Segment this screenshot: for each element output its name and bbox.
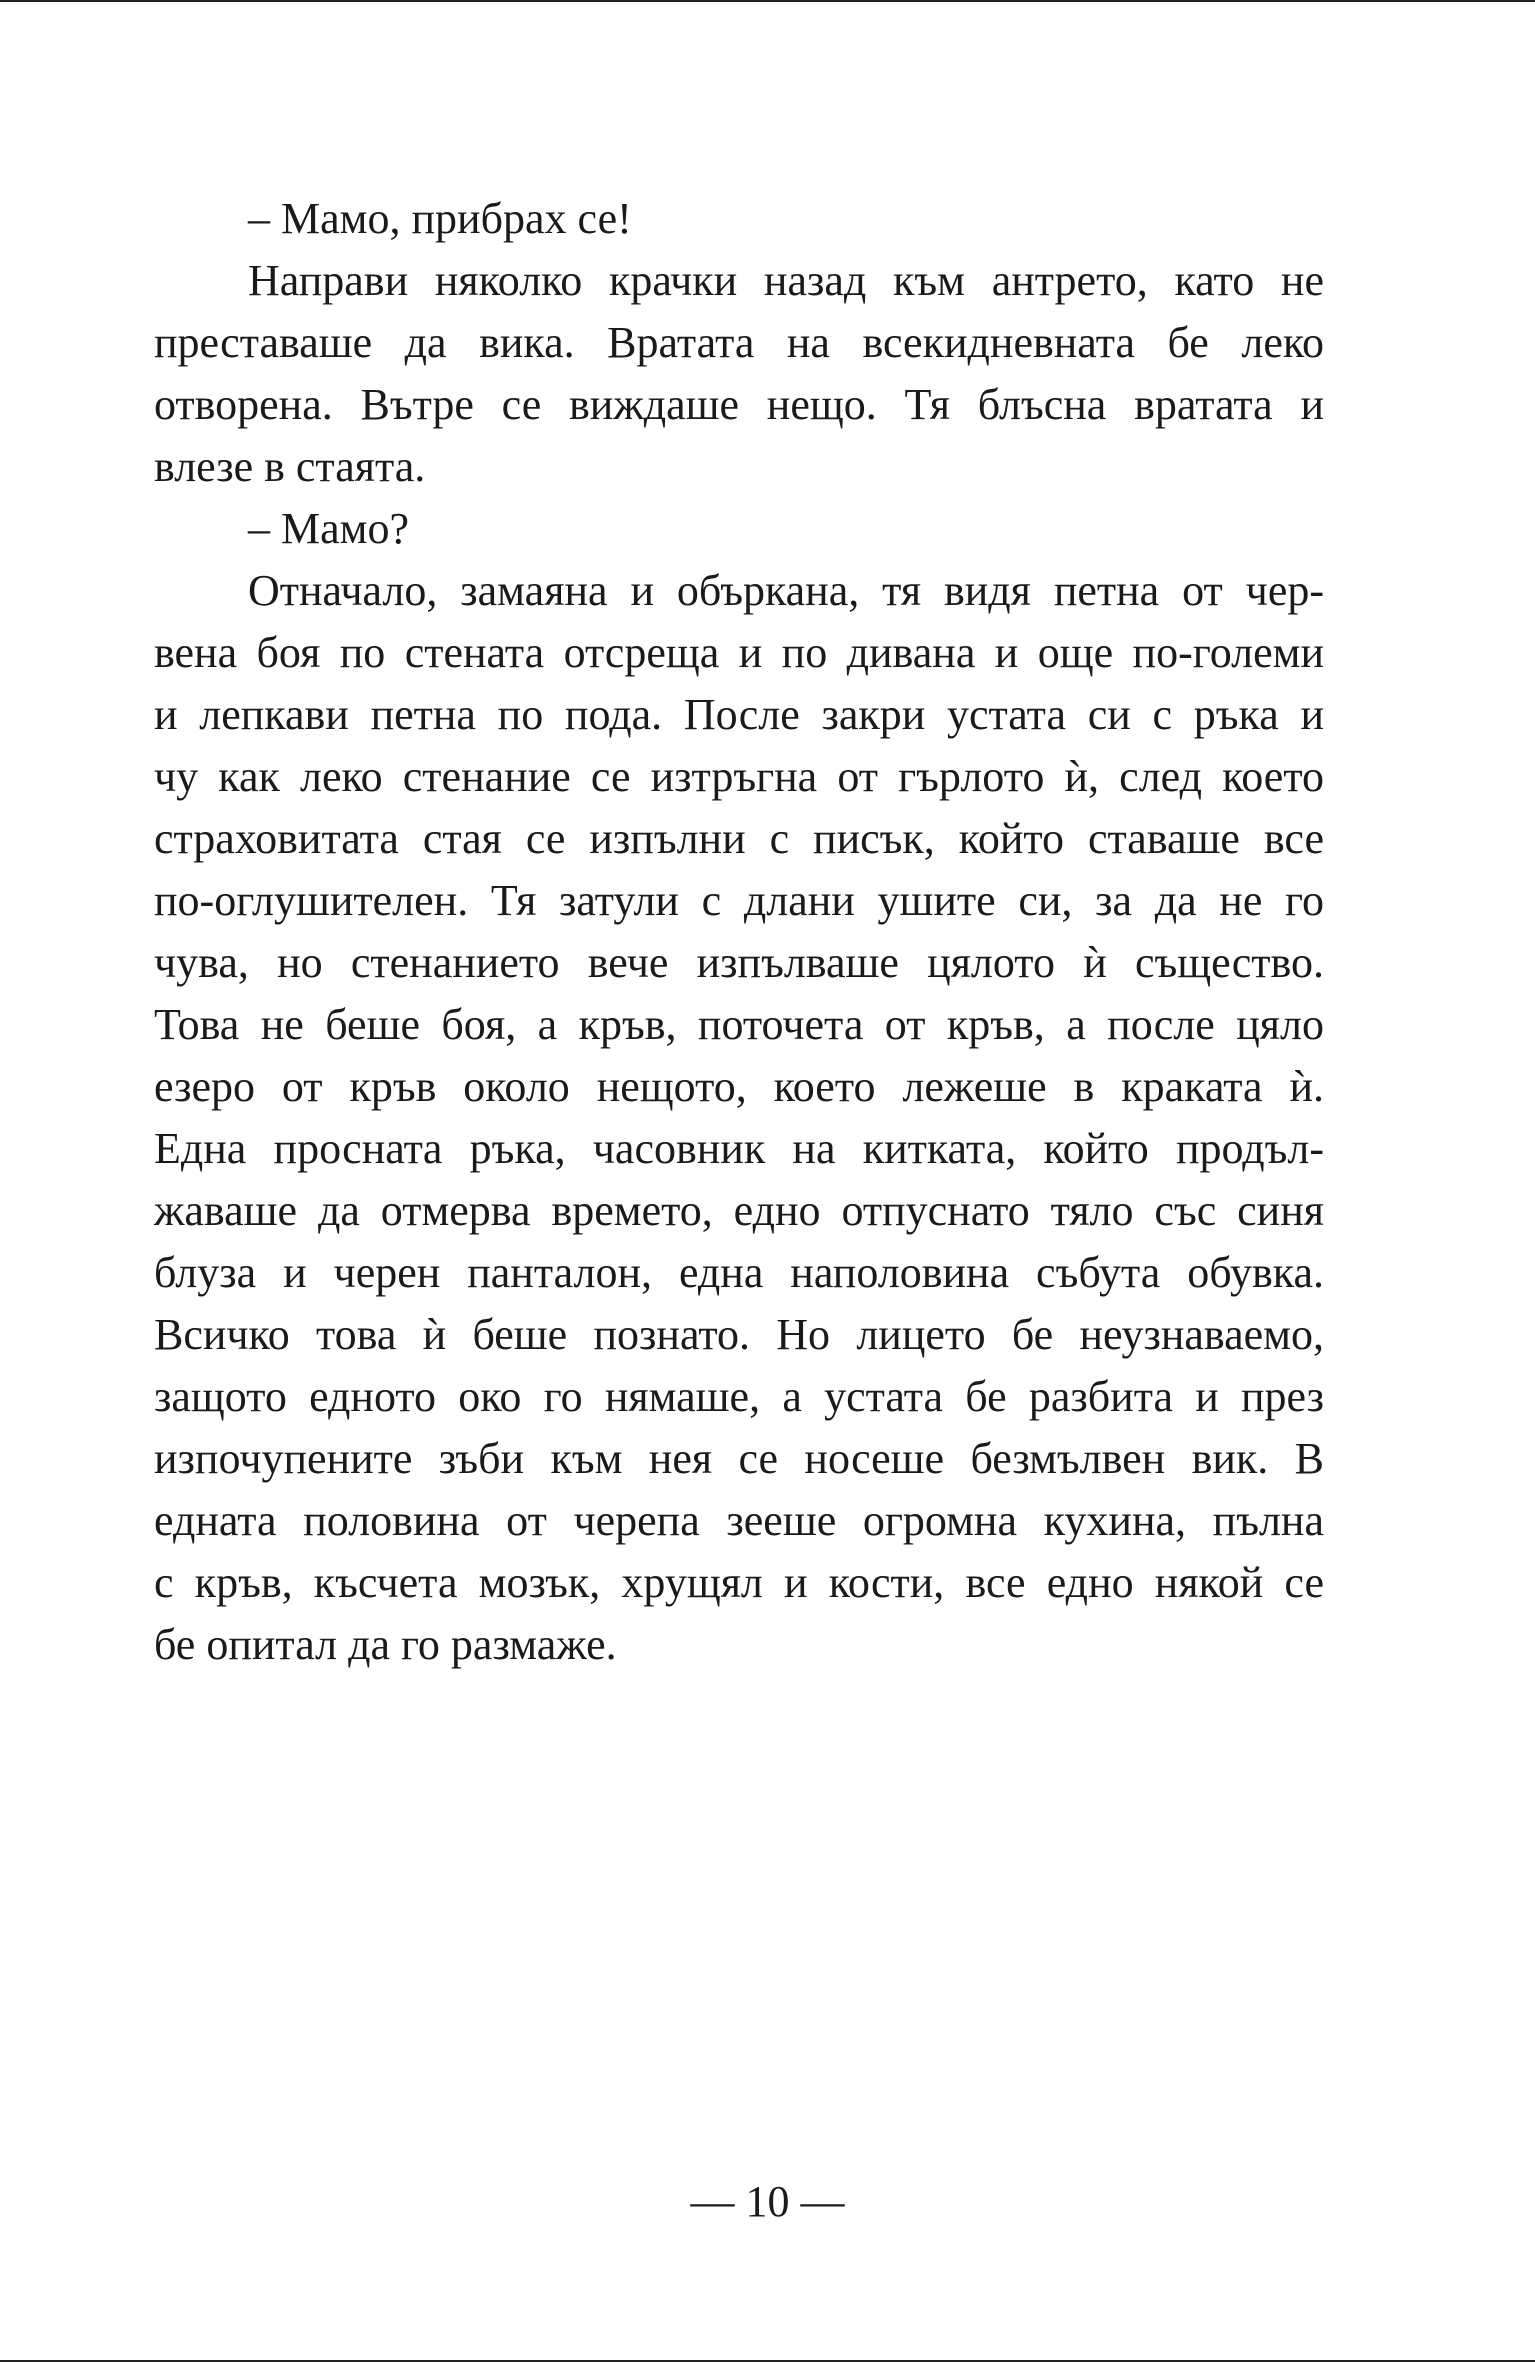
body-text <box>154 188 1324 1676</box>
text-line: по-оглушителен. Тя затули с длани ушите си, за да не го <box>154 876 1324 925</box>
text-line: бе опитал да го размаже. <box>154 1620 617 1669</box>
text-line: и лепкави петна по пода. После закри устата си с ръка и <box>154 690 1324 739</box>
text-line: преставаше да вика. Вратата на всекидневната бе леко <box>154 318 1324 367</box>
text-line: блуза и черен панталон, една наполовина събута обувка. <box>154 1248 1324 1297</box>
text-line: влезе в стаята. <box>154 442 426 491</box>
text-line: отворена. Вътре се виждаше нещо. Тя блъсна вратата и <box>154 380 1324 429</box>
text-line: – Мамо, прибрах се! <box>248 194 632 243</box>
text-line: с кръв, късчета мозък, хрущял и кости, все едно някой се <box>154 1558 1324 1607</box>
text-line: Направи няколко крачки назад към антрето, като не <box>248 256 1324 305</box>
text-line: чува, но стенанието вече изпълваше цялото ѝ същество. <box>154 938 1324 987</box>
text-line: вена боя по стената отсреща и по дивана и още по-големи <box>154 628 1324 677</box>
top-border <box>0 0 1535 2</box>
text-line: Отначало, замаяна и объркана, тя видя петна от чер- <box>248 566 1324 615</box>
text-line: изпочупените зъби към нея се носеше безмълвен вик. В <box>154 1434 1324 1483</box>
text-line: едната половина от черепа зееше огромна кухина, пълна <box>154 1496 1324 1545</box>
text-line: езеро от кръв около нещото, което лежеше в краката ѝ. <box>154 1062 1324 1111</box>
page-number: — 10 — <box>690 2177 845 2226</box>
text-line: Една проснатa ръка, часовник на китката, който продъл- <box>154 1124 1324 1173</box>
text-line: Всичко това ѝ беше познато. Но лицето бе неузнаваемо, <box>154 1310 1324 1359</box>
text-line: защото едното око го нямаше, а устата бе разбита и през <box>154 1372 1324 1421</box>
text-line: Това не беше боя, а кръв, поточета от кръв, а после цяло <box>154 1000 1324 1049</box>
text-line: страховитата стая се изпълни с писък, който ставаше все <box>154 814 1324 863</box>
text-line: чу как леко стенание се изтръгна от гърлото ѝ, след което <box>154 752 1324 801</box>
text-line: жаваше да отмерва времето, едно отпуснато тяло със синя <box>154 1186 1324 1235</box>
text-line: – Мамо? <box>248 504 410 553</box>
